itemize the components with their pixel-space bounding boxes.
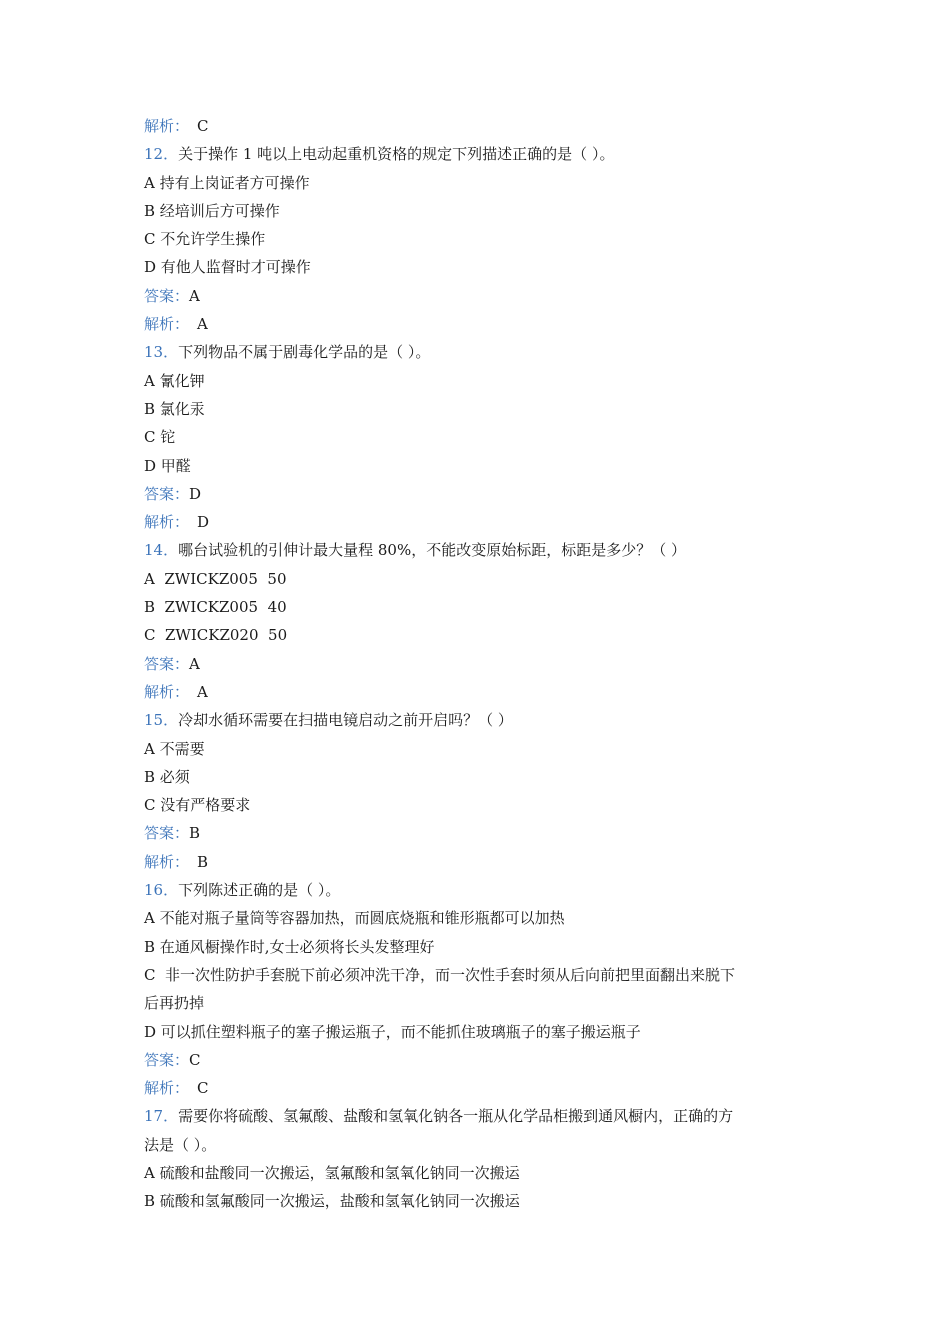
question-stem — [144, 140, 814, 168]
answer-line — [144, 480, 814, 508]
question-text: 需要你将硫酸、氢氟酸、盐酸和氢氧化钠各一瓶从化学品柜搬到通风橱内，正确的方 — [178, 1107, 734, 1126]
answer-label: 答案： — [144, 1050, 190, 1069]
answer-label: 答案： — [144, 824, 190, 843]
option-a: A 硫酸和盐酸同一次搬运，氢氟酸和氢氧化钠同一次搬运 — [144, 1163, 520, 1182]
answer-value: A — [189, 654, 200, 673]
answer-line — [144, 650, 814, 678]
answer-line — [144, 282, 814, 310]
question-number: 14． — [144, 541, 179, 560]
option-c: C 不允许学生操作 — [144, 230, 266, 249]
question-number: 15． — [144, 711, 179, 730]
option-b: B 在通风橱操作时,女士必须将长头发整理好 — [144, 937, 435, 956]
option-a: A 不能对瓶子量筒等容器加热，而圆底烧瓶和锥形瓶都可以加热 — [144, 909, 565, 928]
question-text: 关于操作 1 吨以上电动起重机资格的规定下列描述正确的是（ ）。 — [178, 145, 615, 164]
option-a: A 氰化钾 — [144, 371, 205, 390]
option-b: B ZWICKZ005 40 — [144, 598, 287, 617]
option-c: C 铊 — [144, 428, 176, 447]
option-b: B 经培训后方可操作 — [144, 201, 280, 220]
analysis-label: 解析： — [144, 852, 190, 871]
question-stem — [144, 338, 814, 366]
analysis-label: 解析： — [144, 513, 190, 532]
option-d: D 可以抓住塑料瓶子的塞子搬运瓶子，而不能抓住玻璃瓶子的塞子搬运瓶子 — [144, 1022, 641, 1041]
option-a: A 持有上岗证者方可操作 — [144, 173, 310, 192]
answer-value: C — [189, 1050, 201, 1069]
answer-line — [144, 1046, 814, 1074]
option-b: B 必须 — [144, 767, 190, 786]
analysis-value: C — [197, 117, 209, 135]
question-stem — [144, 536, 814, 564]
answer-label: 答案： — [144, 654, 190, 673]
question-stem — [144, 706, 814, 734]
analysis-line — [144, 678, 814, 706]
option-c: C 非一次性防护手套脱下前必须冲洗干净，而一次性手套时须从后向前把里面翻出来脱下 — [144, 965, 736, 984]
answer-value: B — [189, 824, 201, 843]
analysis-line — [144, 508, 814, 536]
analysis-label: 解析： — [144, 682, 190, 701]
option-c-continued: 后再扔掉 — [144, 994, 205, 1013]
question-number: 13． — [144, 343, 179, 362]
question-number: 17． — [144, 1107, 179, 1126]
analysis-value: A — [197, 315, 208, 334]
answer-value: D — [189, 484, 202, 503]
option-d: D 有他人监督时才可操作 — [144, 258, 311, 277]
analysis-value: A — [197, 682, 208, 701]
analysis-line — [144, 848, 814, 876]
analysis-value: C — [197, 1079, 209, 1098]
question-number: 16． — [144, 881, 179, 900]
question-stem-continued: 法是（ ）。 — [144, 1135, 217, 1154]
answer-value: A — [189, 286, 200, 305]
analysis-label: 解析： — [144, 1079, 190, 1098]
question-text: 下列物品不属于剧毒化学品的是（ ）。 — [178, 343, 431, 362]
option-d: D 甲醛 — [144, 456, 191, 475]
question-text: 冷却水循环需要在扫描电镜启动之前开启吗？（ ） — [178, 711, 513, 730]
analysis-line — [144, 310, 814, 338]
question-text: 哪台试验机的引伸计最大量程 80%，不能改变原始标距，标距是多少？（ ） — [178, 541, 686, 560]
analysis-label: 解析： — [144, 117, 190, 135]
analysis-label: 解析： — [144, 315, 190, 334]
option-c: C ZWICKZ020 50 — [144, 626, 288, 645]
question-text: 下列陈述正确的是（ ）。 — [178, 881, 341, 900]
option-c: C 没有严格要求 — [144, 796, 251, 815]
analysis-line — [144, 1074, 814, 1102]
answer-label: 答案： — [144, 484, 190, 503]
question-stem — [144, 876, 814, 904]
option-b: B 硫酸和氢氟酸同一次搬运，盐酸和氢氧化钠同一次搬运 — [144, 1192, 520, 1211]
question-stem — [144, 1102, 814, 1130]
analysis-value: B — [197, 852, 209, 871]
analysis-line — [144, 112, 814, 140]
option-a: A 不需要 — [144, 739, 205, 758]
answer-label: 答案： — [144, 286, 190, 305]
answer-line — [144, 819, 814, 847]
option-b: B 氯化汞 — [144, 399, 205, 418]
question-number: 12． — [144, 145, 179, 164]
analysis-value: D — [197, 513, 210, 532]
exam-document — [144, 112, 814, 1216]
option-a: A ZWICKZ005 50 — [144, 569, 287, 588]
